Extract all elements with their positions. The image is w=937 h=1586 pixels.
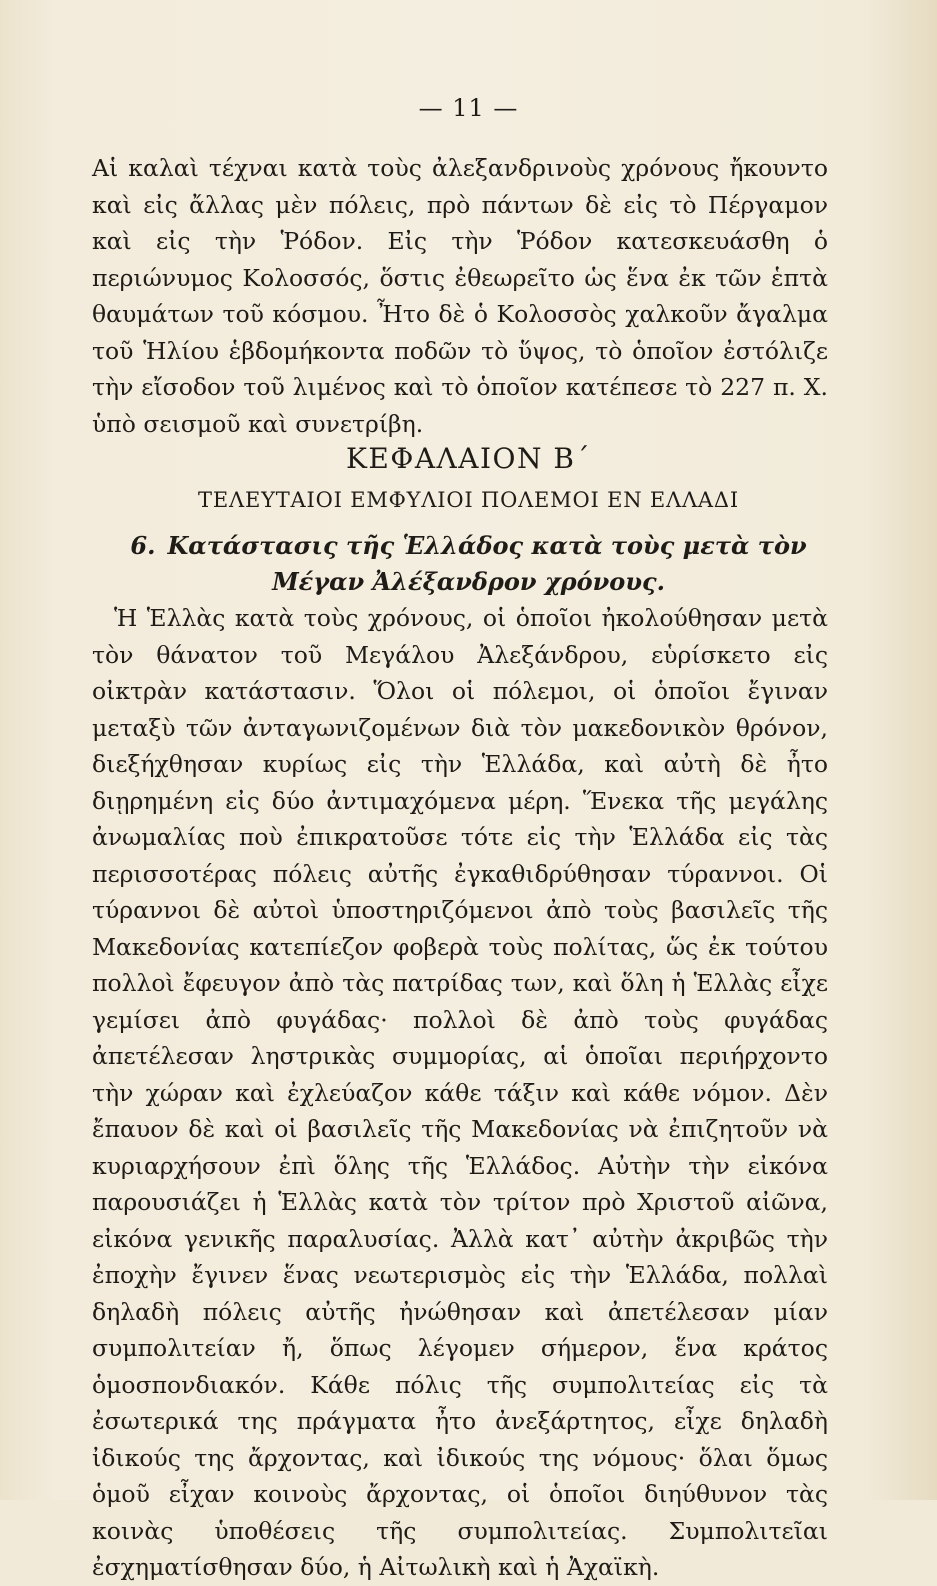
paragraph-greece-state: [92, 600, 828, 1586]
paragraph-text: Ἡ Ἑλλὰς κατὰ τοὺς χρόνους, οἱ ὁποῖοι ἠκολούθησαν μετὰ τὸν θάνατον τοῦ Μεγάλου Ἀλεξάνδρου, εὑρίσκετο εἰς οἰκτρὰν κατάστασιν. Ὅλοι οἱ πόλεμοι, οἱ ὁποῖοι ἔγιναν μεταξὺ τῶν ἀνταγωνιζομένων διὰ τὸν μακεδονικὸν θρόνον, διεξήχθησαν κυρίως εἰς τὴν Ἑλλάδα, καὶ αὐτὴ δὲ ἦτο διῃρημένη εἰς δύο ἀντιμαχόμενα μέρη. Ἕνεκα τῆς μεγάλης ἀνωμαλίας ποὺ ἐπικρατοῦσε τότε εἰς τὴν Ἑλλάδα εἰς τὰς περισσοτέρας πόλεις αὐτῆς ἐγκαθιδρύθησαν τύραννοι. Οἱ τύραννοι δὲ αὐτοὶ ὑποστηριζόμενοι ἀπὸ τοὺς βασιλεῖς τῆς Μακεδονίας κατεπίεζον φοβερὰ τοὺς πολίτας, ὥς ἐκ τούτου πολλοὶ ἔφευγον ἀπὸ τὰς πατρίδας των, καὶ ὅλη ἡ Ἑλλὰς εἶχε γεμίσει ἀπὸ φυγάδας· πολλοὶ δὲ ἀπὸ τοὺς φυγάδας ἀπετέλεσαν ληστρικὰς συμμορίας, αἱ ὁποῖαι περιήρχοντο τὴν χώραν καὶ ἐχλεύαζον κάθε τάξιν καὶ κάθε νόμον. Δὲν ἔπαυον δὲ καὶ οἱ βασιλεῖς τῆς Μακεδονίας νὰ ἐπιζητοῦν νὰ κυριαρχήσουν ἐπὶ ὅλης τῆς Ἑλλάδος. Αὐτὴν τὴν εἰκόνα παρουσιάζει ἡ Ἑλλὰς κατὰ τὸν τρίτον πρὸ Χριστοῦ αἰῶνα, εἰκόνα γενικῆς παραλυσίας. Ἀλλὰ κατ᾽ αὐτὴν ἀκριβῶς τὴν ἐποχὴν ἔγινεν ἕνας νεωτερισμὸς εἰς τὴν Ἑλλάδα, πολλαὶ δηλαδὴ πόλεις αὐτῆς ἠνώθησαν καὶ ἀπετέλεσαν μίαν συμπολιτείαν ἤ, ὅπως λέγομεν σήμερον, ἕνα κράτος ὁμοσπονδιακόν. Κάθε πόλις τῆς συμπολιτείας εἰς τὰ ἐσωτερικά της πράγματα ἦτο ἀνεξάρτητος, εἶχε δηλαδὴ ἰδικούς της ἄρχοντας, καὶ ἰδικούς της νόμους· ὅλαι ὅμως ὁμοῦ εἶχαν κοινοὺς ἄρχοντας, οἱ ὁποῖοι διηύθυνον τὰς κοινὰς ὑποθέσεις τῆς συμπολιτείας. Συμπολιτεῖαι ἐσχηματίσθησαν δύο, ἡ Αἰτωλικὴ καὶ ἡ Ἀχαϊκὴ.: [92, 604, 828, 1581]
page-number: — 11 —: [418, 94, 519, 122]
section-heading-text: Κατάστασις τῆς Ἑλλάδος κατὰ τοὺς μετὰ τὸν Μέγαν Ἀλέξανδρον χρόνους.: [167, 531, 807, 596]
chapter-subtitle: ΤΕΛΕΥΤΑΙΟΙ ΕΜΦΥΛΙΟΙ ΠΟΛΕΜΟΙ ΕΝ ΕΛΛΑΔΙ: [198, 488, 739, 512]
section-heading: [130, 528, 807, 600]
paragraph-text: Αἱ καλαὶ τέχναι κατὰ τοὺς ἀλεξανδρινοὺς χρόνους ἤκουντο καὶ εἰς ἄλλας μὲν πόλεις, πρὸ πάντων δὲ εἰς τὸ Πέργαμον καὶ εἰς τὴν Ῥόδον. Εἰς τὴν Ῥόδον κατεσκευάσθη ὁ περιώνυμος Κολοσσός, ὅστις ἐθεωρεῖτο ὡς ἕνα ἐκ τῶν ἑπτὰ θαυμάτων τοῦ κόσμου. Ἦτο δὲ ὁ Κολοσσὸς χαλκοῦν ἄγαλμα τοῦ Ἡλίου ἑβδομήκοντα ποδῶν τὸ ὕψος, τὸ ὁποῖον ἐστόλιζε τὴν εἴσοδον τοῦ λιμένος καὶ τὸ ὁποῖον κατέπεσε τὸ 227 π. Χ. ὑπὸ σεισμοῦ καὶ συνετρίβη.: [92, 154, 828, 438]
paragraph-arts-colossus: [92, 150, 828, 442]
chapter-title: ΚΕΦΑΛΑΙΟΝ Β΄: [346, 442, 591, 475]
section-number: 6.: [130, 531, 156, 560]
